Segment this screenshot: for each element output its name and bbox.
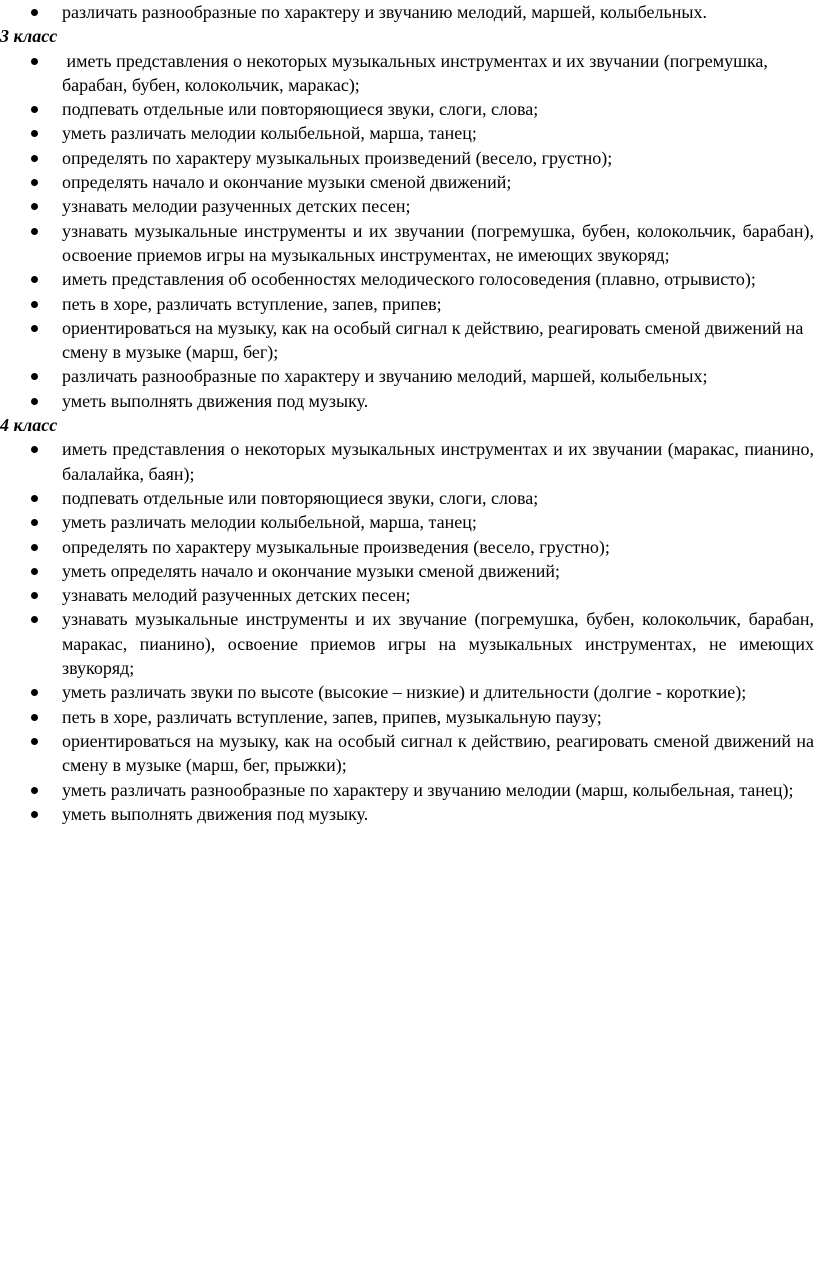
- list-item: [0, 49, 816, 98]
- list-item-text: определять по характеру музыкальные произведения (весело, грустно);: [62, 536, 610, 557]
- list-item: [0, 170, 816, 194]
- list-item-text: различать разнообразные по характеру и звучанию мелодий, маршей, колыбельных.: [62, 2, 707, 22]
- list-item: [0, 680, 816, 704]
- list-item-text: уметь различать мелодии колыбельной, марша, танец;: [62, 512, 477, 533]
- bullet-icon: [31, 398, 38, 405]
- bullet-icon: [31, 325, 38, 332]
- bullet-icon: [31, 714, 38, 721]
- list-item: [0, 146, 816, 170]
- section-heading-grade-3: 3 класс: [0, 26, 58, 47]
- bullet-icon: [31, 228, 38, 235]
- bullet-icon: [31, 203, 38, 210]
- list-item-text: уметь выполнять движения под музыку.: [62, 803, 369, 824]
- list-item-text: различать разнообразные по характеру и звучанию мелодий, маршей, колыбельных;: [62, 366, 708, 387]
- list-item-text: узнавать мелодии разученных детских песен;: [62, 196, 411, 217]
- bullet-icon: [31, 592, 38, 599]
- bullet-icon: [31, 811, 38, 818]
- list-item-text: узнавать музыкальные инструменты и их звучании (погремушка, бубен, колокольчик, барабан), освоение приемов игры на музыкальных инструментах, не имеющих звукоряд;: [62, 220, 814, 265]
- bullet-list-continued: [0, 0, 816, 24]
- list-item-text: определять начало и окончание музыки сменой движений;: [62, 172, 512, 193]
- list-item: [0, 364, 816, 388]
- list-item-text: подпевать отдельные или повторяющиеся звуки, слоги, слова;: [62, 99, 539, 120]
- list-item: [0, 778, 816, 802]
- bullet-icon: [31, 519, 38, 526]
- list-item: [0, 729, 816, 778]
- bullet-icon: [31, 373, 38, 380]
- bullet-icon: [31, 616, 38, 623]
- list-item: [0, 121, 816, 145]
- bullet-icon: [31, 179, 38, 186]
- bullet-icon: [31, 689, 38, 696]
- bullet-icon: [31, 568, 38, 575]
- list-item-text: подпевать отдельные или повторяющиеся звуки, слоги, слова;: [62, 487, 539, 508]
- list-item: [0, 292, 816, 316]
- bullet-icon: [31, 130, 38, 137]
- bullet-icon: [31, 301, 38, 308]
- list-item-text: узнавать музыкальные инструменты и их звучание (погремушка, бубен, колокольчик, барабан, маракас, пианино), освоение приемов игры на музыкальных инструментах, не имеющих звукоряд;: [62, 609, 814, 679]
- list-item-text: иметь представления о некоторых музыкальных инструментах и их звучании (маракас, пианино, балалайка, баян);: [62, 439, 814, 484]
- list-item: [0, 802, 816, 826]
- list-item: [0, 510, 816, 534]
- bullet-icon: [31, 787, 38, 794]
- list-item: [0, 194, 816, 218]
- list-item: [0, 219, 816, 268]
- list-item: [0, 583, 816, 607]
- list-item: [0, 607, 816, 680]
- list-item-text: ориентироваться на музыку, как на особый сигнал к действию, реагировать сменой движений на смену в музыке (марш, бег, прыжки);: [62, 730, 814, 776]
- bullet-icon: [31, 106, 38, 113]
- bullet-list-grade-3: [0, 49, 816, 413]
- list-item: [0, 316, 816, 365]
- bullet-icon: [31, 446, 38, 453]
- list-item-text: иметь представления об особенностях мелодического голосоведения (плавно, отрывисто);: [62, 269, 756, 290]
- list-item: [0, 267, 816, 291]
- list-item-text: уметь различать мелодии колыбельной, марша, танец;: [62, 123, 477, 144]
- list-item: [0, 535, 816, 559]
- bullet-icon: [31, 276, 38, 283]
- bullet-icon: [31, 544, 38, 551]
- list-item-text: узнавать мелодий разученных детских песен;: [62, 585, 411, 606]
- list-item: [0, 437, 816, 486]
- list-item-text: петь в хоре, различать вступление, запев, припев, музыкальную паузу;: [62, 706, 602, 727]
- list-item: [0, 0, 816, 24]
- bullet-icon: [31, 9, 38, 16]
- bullet-icon: [31, 155, 38, 162]
- list-item: [0, 389, 816, 413]
- list-item: [0, 705, 816, 729]
- list-item-text: уметь выполнять движения под музыку.: [62, 390, 369, 411]
- bullet-icon: [31, 58, 38, 65]
- bullet-list-grade-4: [0, 437, 816, 826]
- list-item-text: петь в хоре, различать вступление, запев, припев;: [62, 293, 442, 314]
- bullet-icon: [31, 738, 38, 745]
- section-heading-grade-4: 4 класс: [0, 415, 58, 436]
- list-item-text: ориентироваться на музыку, как на особый сигнал к действию, реагировать сменой движений на смену в музыке (марш, бег);: [62, 317, 804, 363]
- list-item-text: уметь различать звуки по высоте (высокие – низкие) и длительности (долгие - короткие);: [62, 682, 747, 703]
- list-item: [0, 559, 816, 583]
- list-item: [0, 97, 816, 121]
- list-item: [0, 486, 816, 510]
- list-item-text: иметь представления о некоторых музыкальных инструментах и их звучании (погремушка, барабан, бубен, колокольчик, маракас);: [62, 50, 773, 95]
- list-item-text: уметь различать разнообразные по характеру и звучанию мелодии (марш, колыбельная, танец);: [62, 779, 794, 800]
- list-item-text: определять по характеру музыкальных произведений (весело, грустно);: [62, 147, 613, 168]
- bullet-icon: [31, 495, 38, 502]
- list-item-text: уметь определять начало и окончание музыки сменой движений;: [62, 560, 561, 581]
